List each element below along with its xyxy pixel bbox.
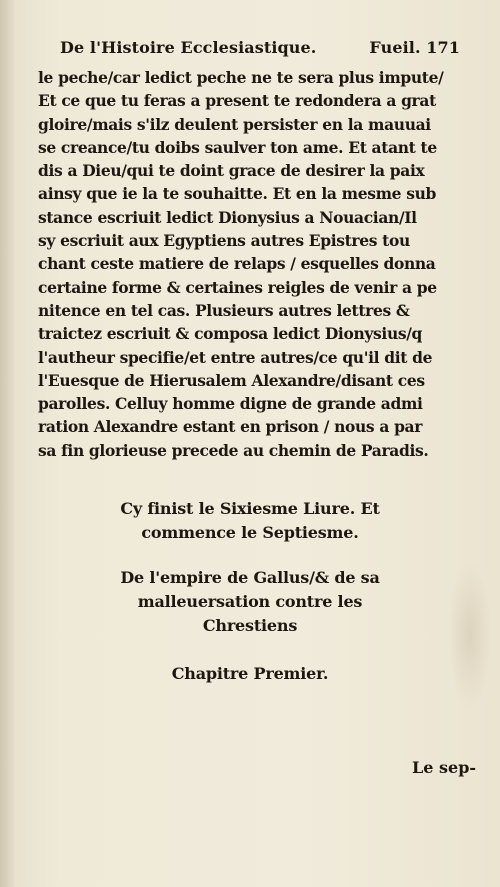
text-line: gloire/mais s'ilz deulent persister en la mauuai — [38, 114, 431, 134]
explicit-line-2: commence le Septiesme. — [141, 523, 359, 542]
catchword: Le sep- — [412, 758, 477, 777]
main-text-block — [38, 66, 474, 462]
text-line: parolles. Celluy homme digne de grande admi — [38, 394, 423, 414]
text-line: l'autheur specifie/et entre autres/ce qu'il dit de — [38, 347, 433, 367]
page-gutter — [0, 0, 14, 887]
text-line: traictez escriuit & composa ledict Dionysius/q — [38, 324, 423, 344]
text-line: l'Euesque de Hierusalem Alexandre/disant ces — [38, 370, 425, 390]
running-title: De l'Histoire Ecclesiastique. — [60, 38, 317, 57]
text-line: stance escriuit ledict Dionysius a Nouacian/Il — [38, 207, 417, 227]
section-title — [0, 566, 500, 638]
text-line: certaine forme & certaines reigles de venir a pe — [38, 277, 437, 297]
text-line: chant ceste matiere de relaps / esquelles donna — [38, 254, 436, 274]
text-line: ainsy que ie la te souhaitte. Et en la mesme sub — [38, 184, 436, 204]
text-line: nitence en tel cas. Plusieurs autres lettres & — [38, 300, 410, 320]
folio-number: Fueil. 171 — [369, 38, 460, 57]
running-header — [60, 38, 460, 57]
text-line: sa fin glorieuse precede au chemin de Paradis. — [38, 440, 429, 460]
text-line: Et ce que tu feras a present te redondera a grat — [38, 91, 436, 111]
text-line: sy escriuit aux Egyptiens autres Epistres tou — [38, 231, 410, 251]
section-title-line-2: malleuersation contre les — [137, 592, 363, 611]
section-title-line-3: Chrestiens — [202, 616, 298, 635]
text-line: dis a Dieu/qui te doint grace de desirer la paix — [38, 161, 425, 181]
chapter-heading-text: Chapitre Premier. — [171, 664, 329, 683]
book-explicit — [0, 497, 500, 545]
chapter-heading — [0, 662, 500, 686]
explicit-line-1: Cy finist le Sixiesme Liure. Et — [120, 499, 380, 518]
text-line: ration Alexandre estant en prison / nous a par — [38, 417, 423, 437]
text-line: se creance/tu doibs saulver ton ame. Et atant te — [38, 137, 437, 157]
text-line: le peche/car ledict peche ne te sera plus impute/ — [38, 68, 444, 87]
section-title-line-1: De l'empire de Gallus/& de sa — [120, 568, 380, 587]
